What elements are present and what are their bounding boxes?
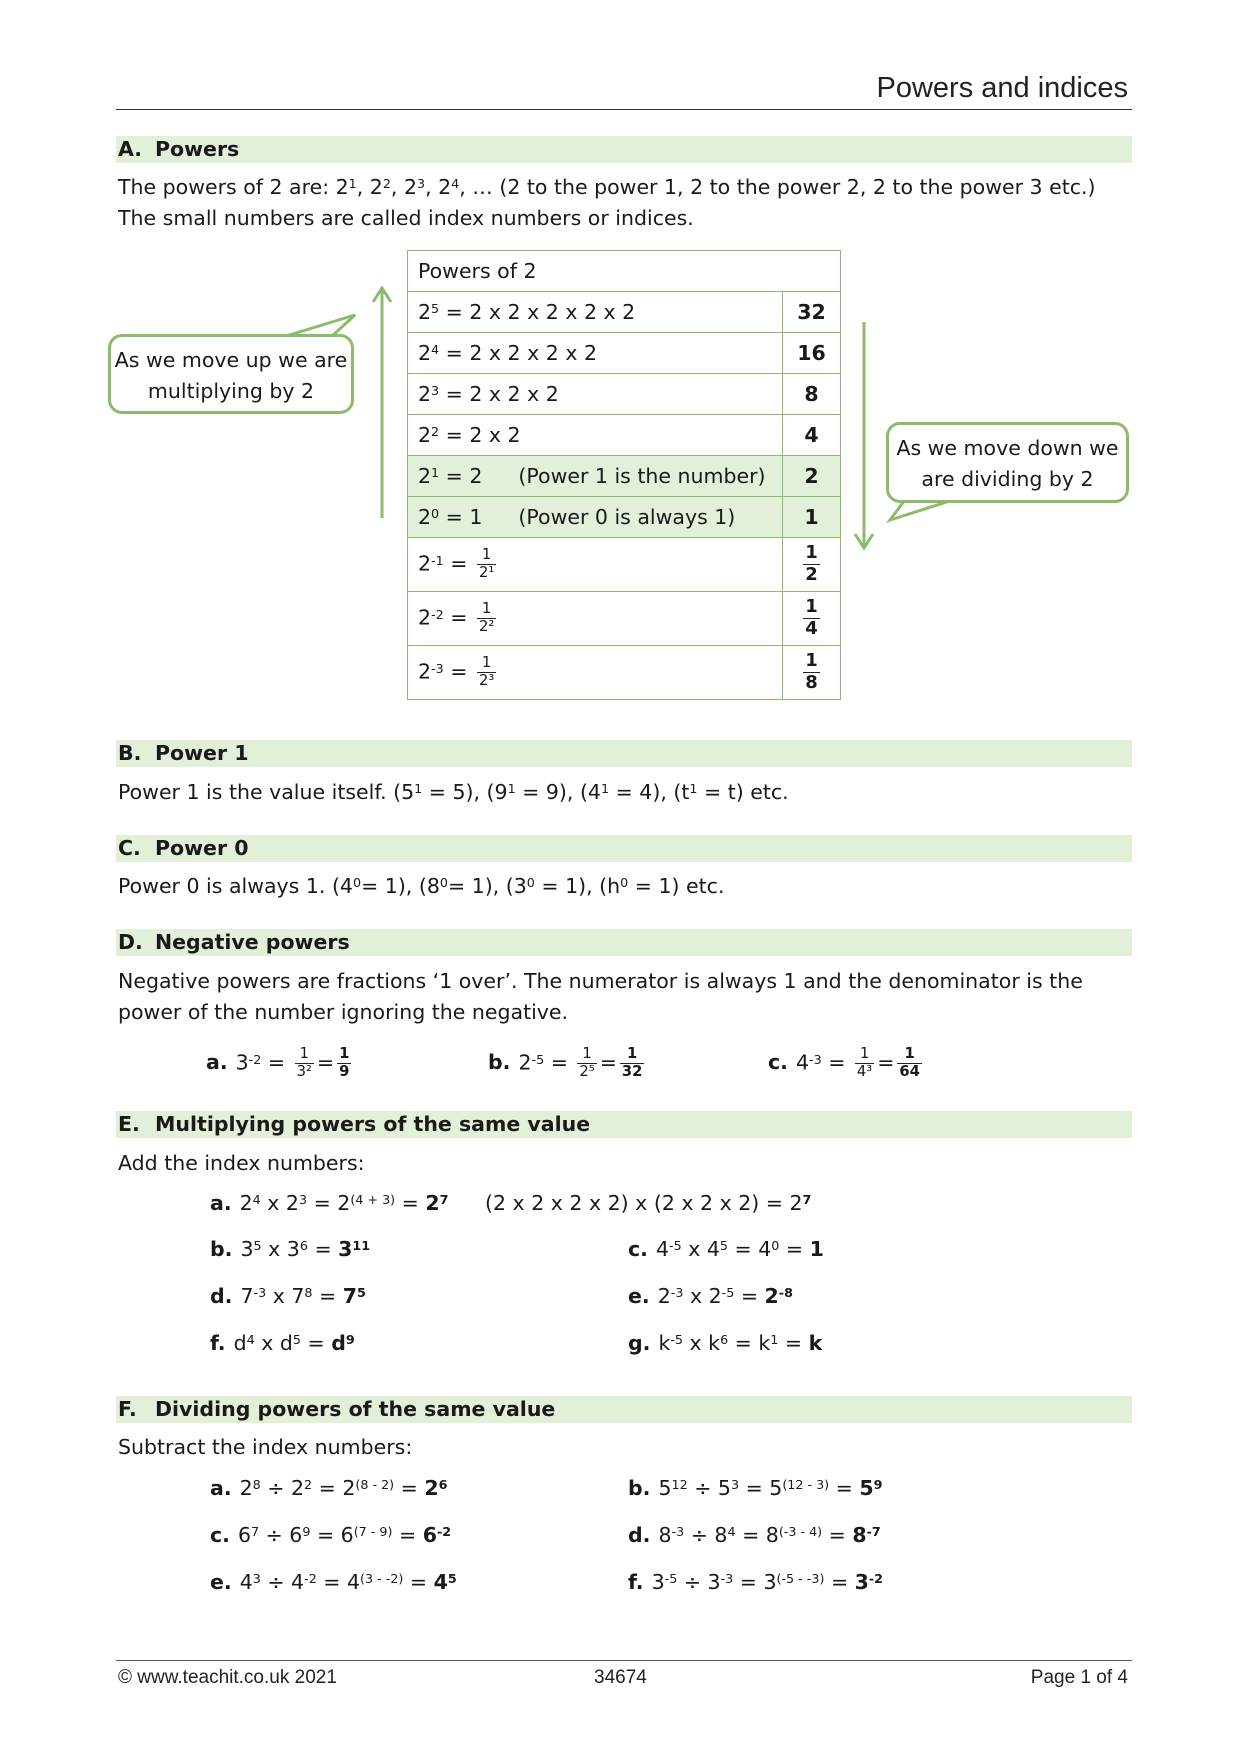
- section-letter: A.: [118, 137, 143, 161]
- fraction-value: $\frac{1}{8}$: [783, 646, 841, 700]
- section-e-intro: Add the index numbers:: [118, 1151, 365, 1175]
- negative-examples: [206, 1046, 1106, 1096]
- divide-example-e: e. $4^3 \div 4^{-2} = 4^{(3 - -2)} = 4^5$: [210, 1570, 457, 1594]
- section-d-line2: power of the number ignoring the negative.: [118, 1000, 569, 1024]
- power-expression: $2^4 = 2$ x 2 x 2 x 2: [408, 333, 783, 374]
- power-value: 32: [783, 292, 841, 333]
- multiply-example-b: b. $3^5$ x $3^6 = 3^{11}$: [210, 1237, 371, 1261]
- section-b-heading: B. Power 1: [116, 740, 1132, 767]
- right-speech-bubble: As we move down we are dividing by 2: [886, 422, 1129, 503]
- section-a-line1: The powers of 2 are: $2^1$, $2^2$, $2^3$, $2^4$, … (2 to the power 1, 2 to the power 2, 2 to the power 3 etc.): [118, 175, 1096, 199]
- power0-text: Power 0 is always 1. $(4^0= 1)$, $(8^0= 1)$, $(3^0 = 1)$, $(h^0 = 1)$ etc.: [118, 874, 725, 898]
- footer-resource-id: 34674: [594, 1667, 647, 1688]
- table-row: [408, 374, 841, 415]
- negative-power-expression: $2^{-2}$ = $\frac{1}{\text{2²}}$: [408, 592, 783, 646]
- table-row: [408, 333, 841, 374]
- section-e-heading: E. Multiplying powers of the same value: [116, 1111, 1132, 1138]
- down-arrow-icon: [852, 320, 876, 552]
- footer-page-number: Page 1 of 4: [1030, 1667, 1128, 1688]
- section-title: Powers: [155, 137, 240, 161]
- section-a-line2: The small numbers are called index numbers or indices.: [118, 206, 694, 230]
- negative-power-expression: $2^{-3}$ = $\frac{1}{\text{2³}}$: [408, 646, 783, 700]
- table-header-row: [408, 251, 841, 292]
- power-expression: $2^3 = 2$ x 2 x 2: [408, 374, 783, 415]
- power-value: 8: [783, 374, 841, 415]
- fraction-value: $\frac{1}{4}$: [783, 592, 841, 646]
- header-rule: [116, 109, 1132, 110]
- power-value: 16: [783, 333, 841, 374]
- powers-of-2-table: [407, 250, 841, 700]
- left-speech-bubble: As we move up we are multiplying by 2: [108, 334, 354, 414]
- table-row: [408, 592, 841, 646]
- section-f-heading: F. Dividing powers of the same value: [116, 1396, 1132, 1423]
- table-row: [408, 415, 841, 456]
- divide-example-a: a. $2^8 \div 2^2 = 2^{(8 - 2)} = 2^6$: [210, 1476, 448, 1500]
- footer-copyright: © www.teachit.co.uk 2021: [118, 1667, 337, 1688]
- table-row: [408, 538, 841, 592]
- multiply-example-e: e. $2^{-3}$ x $2^{-5} = 2^{-8}$: [628, 1284, 793, 1308]
- negative-example: b. $2^{-5}$ = $\frac{1}{\text{2⁵}}$ = $\frac{1}{32}$: [488, 1045, 643, 1080]
- divide-example-f: f. $3^{-5} \div 3^{-3} = 3^{(-5 - -3)} = 3^{-2}$: [628, 1570, 884, 1594]
- power-expression: $2^5 = 2$ x 2 x 2 x 2 x 2: [408, 292, 783, 333]
- fraction-value: $\frac{1}{2}$: [783, 538, 841, 592]
- section-d-heading: D. Negative powers: [116, 929, 1132, 956]
- page-title: Powers and indices: [876, 72, 1128, 104]
- power-value: 4: [783, 415, 841, 456]
- multiply-example-d: d. $7^{-3}$ x $7^8 = 7^5$: [210, 1284, 366, 1308]
- section-a-heading: [116, 136, 1132, 163]
- power-expression: $2^1 = 2$ (Power 1 is the number): [408, 456, 783, 497]
- multiply-example-c: c. $4^{-5}$ x $4^5 = 4^0 = 1$: [628, 1237, 824, 1261]
- negative-example: a. $3^{-2}$ = $\frac{1}{\text{3²}}$ = $\frac{1}{9}$: [206, 1045, 350, 1080]
- multiply-example-f: f. $d^4$ x $d^5 = d^9$: [210, 1331, 355, 1355]
- section-d-line1: Negative powers are fractions ‘1 over’. The numerator is always 1 and the denominator is the: [118, 969, 1083, 993]
- table-row: [408, 292, 841, 333]
- divide-example-c: c. $6^7 \div 6^9 = 6^{(7 - 9)} = 6^{-2}$: [210, 1523, 452, 1547]
- footer-rule: [116, 1660, 1132, 1661]
- table-row: [408, 456, 841, 497]
- table-header: Powers of 2: [408, 251, 841, 292]
- section-c-heading: C. Power 0: [116, 835, 1132, 862]
- power-expression: $2^2 = 2$ x 2: [408, 415, 783, 456]
- power-expression: $2^0 = 1$ (Power 0 is always 1): [408, 497, 783, 538]
- negative-power-expression: $2^{-1}$ = $\frac{1}{\text{2¹}}$: [408, 538, 783, 592]
- power1-text: Power 1 is the value itself. $(5^1 = 5)$, $(9^1 = 9)$, $(4^1 = 4)$, $(t^1 = t)$ etc.: [118, 780, 789, 804]
- multiply-example-a: a. $2^4$ x $2^3 = 2^{(4 + 3)} = 2^7$ (2 x 2 x 2 x 2) x (2 x 2 x $2) = 2^7$: [210, 1191, 812, 1215]
- up-arrow-icon: [370, 284, 394, 520]
- table-row: [408, 646, 841, 700]
- power-value: 1: [783, 497, 841, 538]
- negative-example: c. $4^{-3}$ = $\frac{1}{\text{4³}}$ = $\frac{1}{64}$: [768, 1045, 920, 1080]
- section-f-intro: Subtract the index numbers:: [118, 1435, 413, 1459]
- divide-example-b: b. $5^{12} \div 5^3 = 5^{(12 - 3)} = 5^9$: [628, 1476, 883, 1500]
- divide-example-d: d. $8^{-3} \div 8^4 = 8^{(-3 - 4)} = 8^{-7}$: [628, 1523, 881, 1547]
- multiply-example-g: g. $k^{-5}$ x $k^6 = k^1 = k$: [628, 1331, 823, 1355]
- power-value: 2: [783, 456, 841, 497]
- table-row: [408, 497, 841, 538]
